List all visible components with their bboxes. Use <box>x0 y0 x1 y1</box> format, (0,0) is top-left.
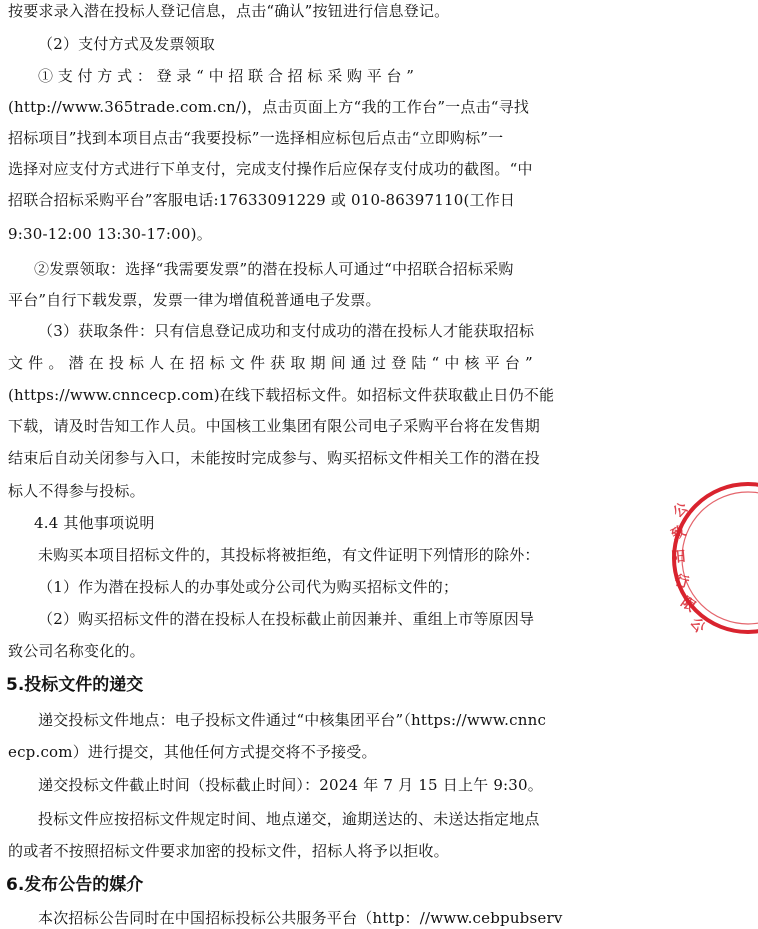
text-line: 招标项目”找到本项目点击“我要投标”一选择相应标包后点击“立即购标”一 <box>8 129 504 147</box>
svg-text:限: 限 <box>677 594 699 616</box>
svg-text:致: 致 <box>668 523 689 544</box>
text-line: 按要求录入潜在投标人登记信息，点击“确认”按钮进行信息登记。 <box>8 2 450 20</box>
text-line: 结束后自动关闭参与入口，未能按时完成参与、购买招标文件相关工作的潜在投 <box>8 449 541 467</box>
text-line: 投标文件应按招标文件规定时间、地点递交，逾期送达的、未送达指定地点 <box>38 810 540 828</box>
text-line: (http://www.365trade.com.cn/)，点击页面上方“我的工作台”一点击“寻找 <box>8 98 530 116</box>
section-subheading: （3）获取条件：只有信息登记成功和支付成功的潜在投标人才能获取招标 <box>38 322 535 340</box>
text-line: 平台”自行下载发票，发票一律为增值税普通电子发票。 <box>8 291 381 309</box>
svg-text:公: 公 <box>670 499 692 522</box>
text-line: 9:30-12:00 13:30-17:00)。 <box>8 225 212 243</box>
text-line: 的或者不按照招标文件要求加密的投标文件，招标人将予以拒收。 <box>8 842 449 860</box>
section-subheading: （2）支付方式及发票领取 <box>38 35 215 53</box>
text-line: 本次招标公告同时在中国招标投标公共服务平台（http：//www.cebpubserv <box>38 909 563 927</box>
text-line: 下载，请及时告知工作人员。中国核工业集团有限公司电子采购平台将在发售期 <box>8 417 541 435</box>
text-line: ① 支 付 方 式 ： 登 录 “ 中 招 联 合 招 标 采 购 平 台 ” <box>38 67 414 85</box>
text-line: 致公司名称变化的。 <box>8 642 145 660</box>
text-line: 递交投标文件截止时间（投标截止时间）：2024 年 7 月 15 日上午 9:30。 <box>38 776 543 794</box>
text-line: 招联合招标采购平台”客服电话:17633091229 或 010-86397110(工作日 <box>8 191 516 209</box>
text-line: 文 件 。 潜 在 投 标 人 在 招 标 文 件 获 取 期 间 通 过 登 陆 “ 中 核 平 台 ” <box>8 354 533 372</box>
company-seal-icon <box>668 478 758 638</box>
svg-text:公: 公 <box>686 615 708 636</box>
text-line: ecp.com）进行提交，其他任何方式提交将不予接受。 <box>8 743 377 761</box>
section-heading: 6.发布公告的媒介 <box>6 875 144 895</box>
text-line: 未购买本项目招标文件的，其投标将被拒绝，有文件证明下列情形的除外： <box>38 546 540 564</box>
text-line: 递交投标文件地点：电子投标文件通过“中核集团平台”（https://www.cnnc <box>38 711 547 729</box>
svg-text:阳: 阳 <box>670 548 687 566</box>
text-line: 标人不得参与投标。 <box>8 482 145 500</box>
svg-text:行: 行 <box>672 572 691 592</box>
list-item: （2）购买招标文件的潜在投标人在投标截止前因兼并、重组上市等原因导 <box>38 610 535 628</box>
text-line: ②发票领取：选择“我需要发票”的潜在投标人可通过“中招联合招标采购 <box>34 260 514 278</box>
text-line: 选择对应支付方式进行下单支付，完成支付操作后应保存支付成功的截图。“中 <box>8 160 533 178</box>
section-subheading: 4.4 其他事项说明 <box>34 514 155 532</box>
section-heading: 5.投标文件的递交 <box>6 675 144 695</box>
list-item: （1）作为潜在投标人的办事处或分公司代为购买招标文件的； <box>38 578 459 596</box>
text-line: (https://www.cnncecp.com)在线下载招标文件。如招标文件获取截止日仍不能 <box>8 386 555 404</box>
